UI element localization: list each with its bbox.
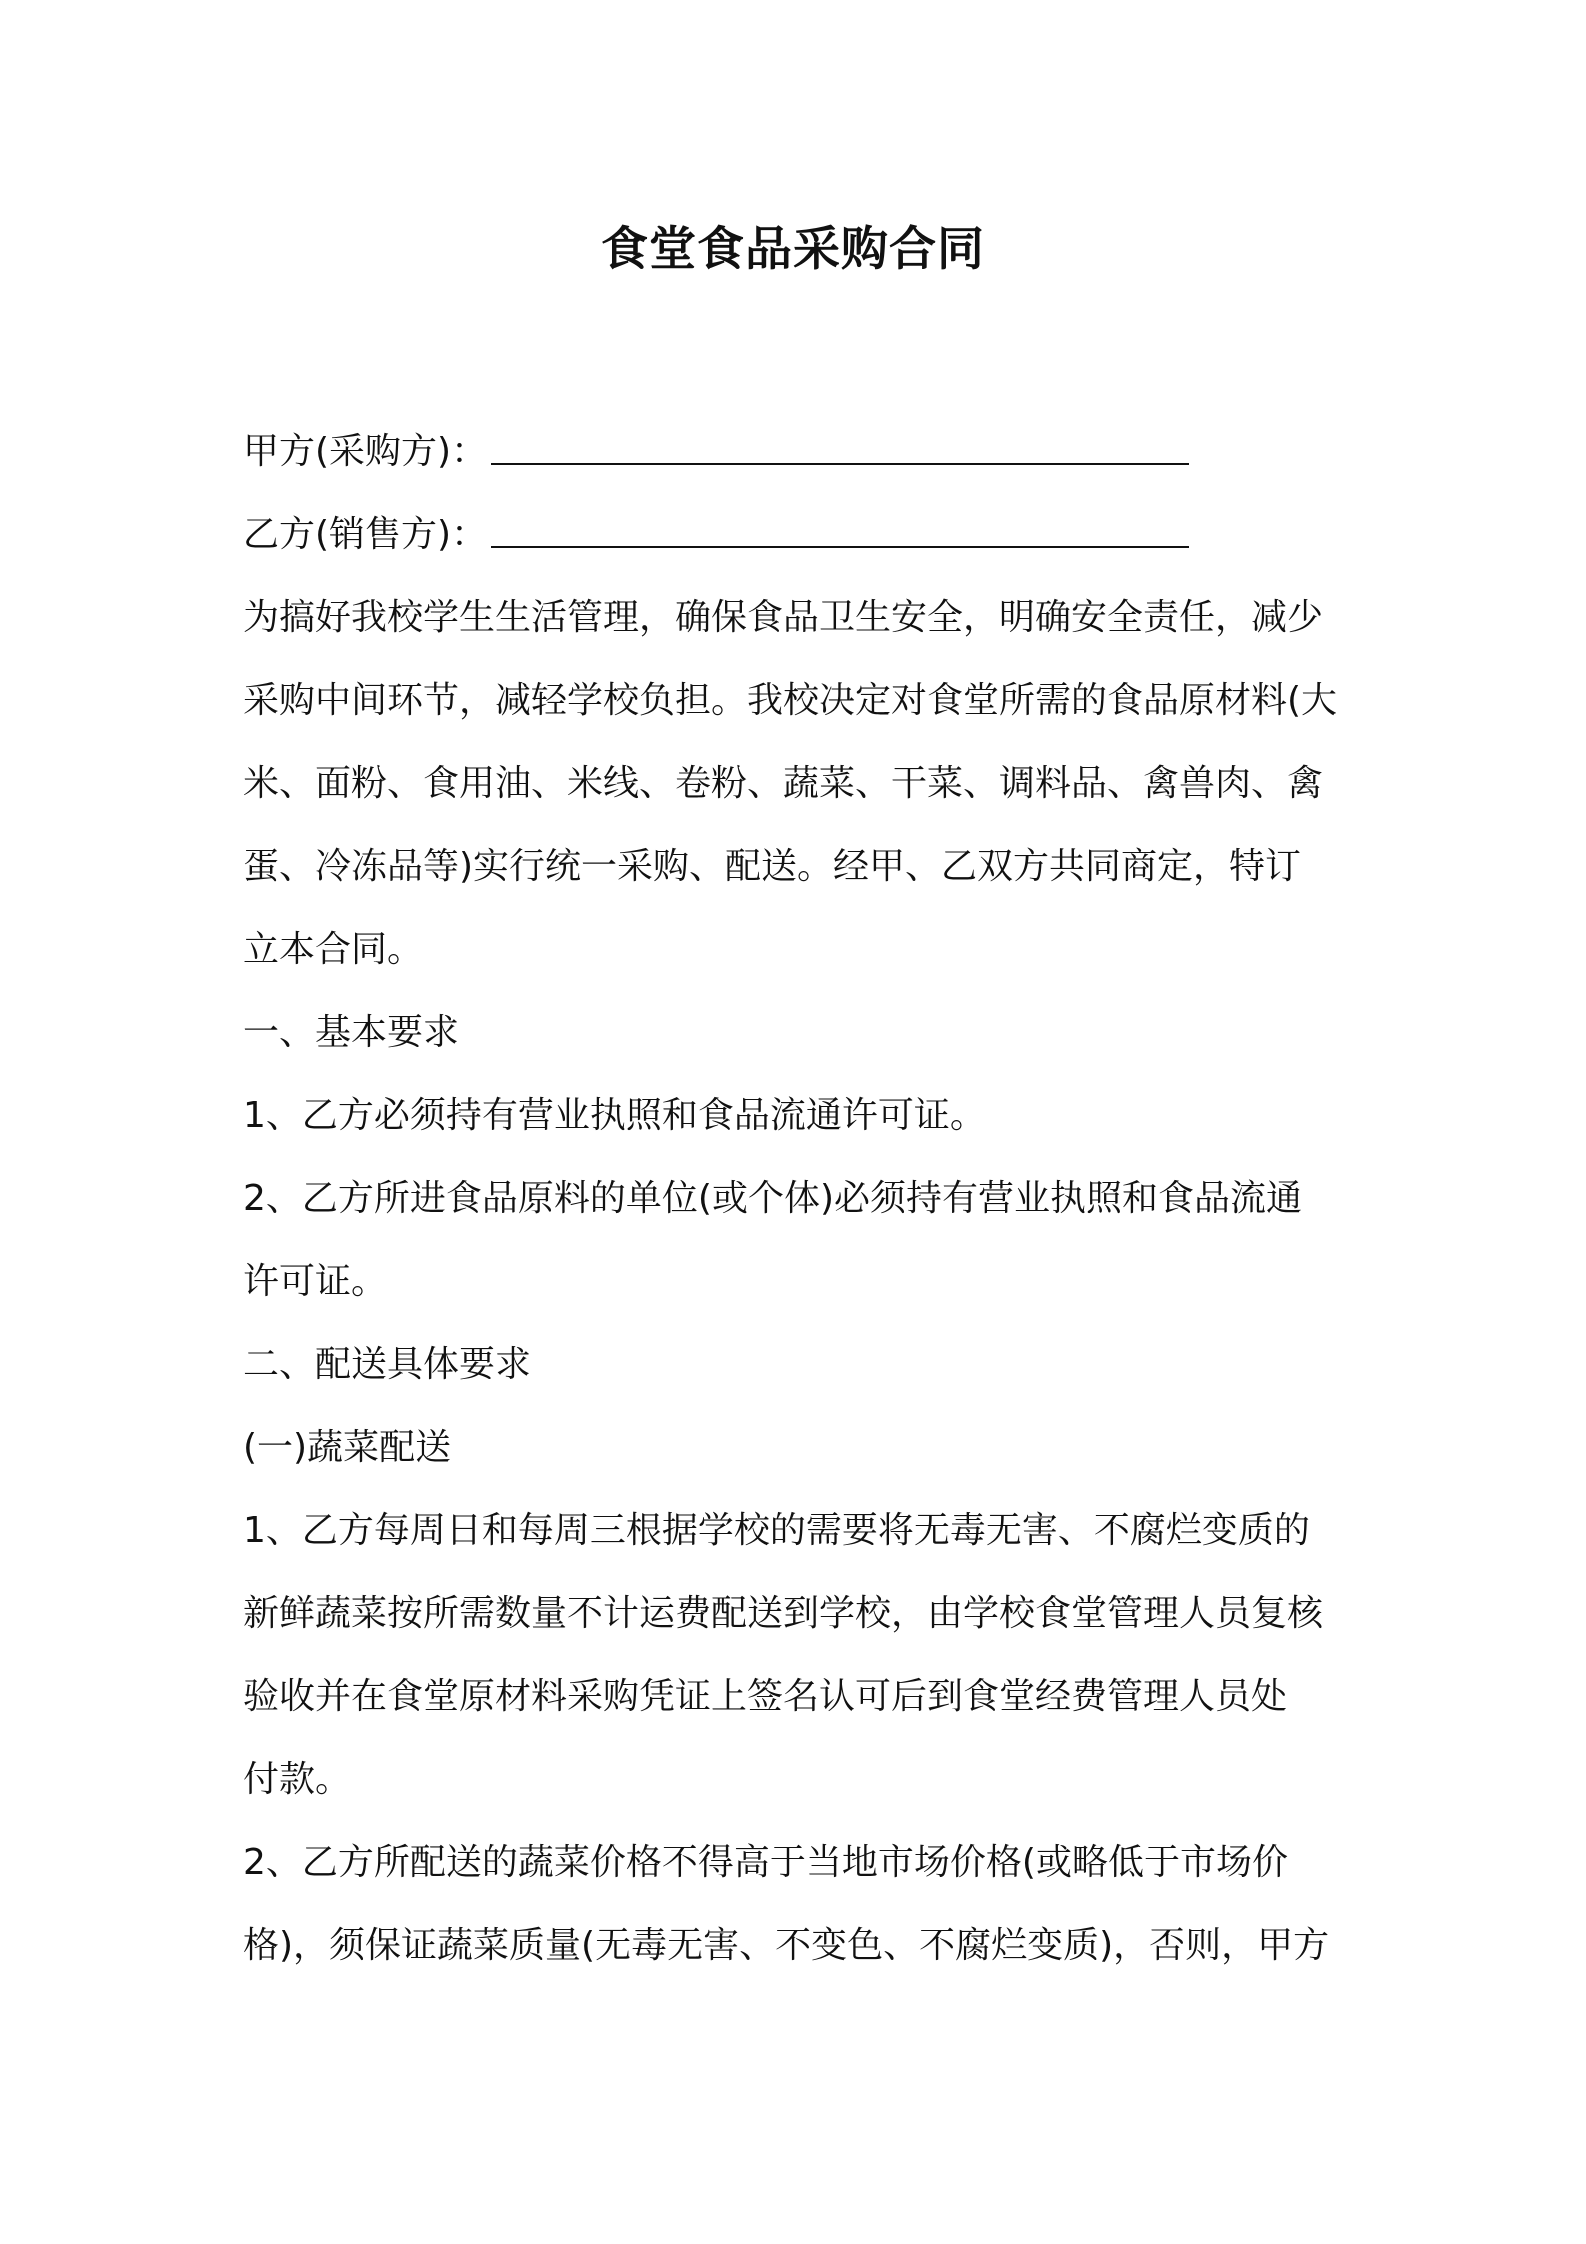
- section2-subheading: (一)蔬菜配送: [243, 1427, 452, 1468]
- party-b-label: 乙方(销售方)：: [243, 514, 488, 555]
- party-a-line: [243, 410, 1358, 493]
- intro-line: 米、面粉、食用油、米线、卷粉、蔬菜、干菜、调料品、禽兽肉、禽: [243, 763, 1324, 804]
- section2-item1-line: 验收并在食堂原材料采购凭证上签名认可后到食堂经费管理人员处: [243, 1676, 1288, 1717]
- section1-item2-line: 2、乙方所进食品原料的单位(或个体)必须持有营业执照和食品流通: [243, 1178, 1302, 1219]
- document-body: [243, 410, 1358, 1987]
- intro-line: 蛋、冷冻品等)实行统一采购、配送。经甲、乙双方共同商定，特订: [243, 846, 1302, 887]
- intro-line: 立本合同。: [243, 929, 424, 970]
- party-a-label: 甲方(采购方)：: [243, 431, 488, 472]
- section2-item2-line: 2、乙方所配送的蔬菜价格不得高于当地市场价格(或略低于市场价: [243, 1842, 1288, 1883]
- document-title: 食堂食品采购合同: [601, 222, 985, 277]
- party-a-blank: [491, 463, 1189, 465]
- section2-item1-line: 付款。: [243, 1759, 352, 1800]
- section1-item2-line: 许可证。: [243, 1261, 388, 1302]
- section2-heading: 二、配送具体要求: [243, 1344, 532, 1385]
- intro-line: 采购中间环节，减轻学校负担。我校决定对食堂所需的食品原材料(大: [243, 680, 1338, 721]
- party-b-blank: [491, 546, 1189, 548]
- intro-line: 为搞好我校学生生活管理，确保食品卫生安全，明确安全责任，减少: [243, 597, 1324, 638]
- section2-item1-line: 1、乙方每周日和每周三根据学校的需要将无毒无害、不腐烂变质的: [243, 1510, 1310, 1551]
- party-b-line: [243, 493, 1358, 576]
- section1-item1: 1、乙方必须持有营业执照和食品流通许可证。: [243, 1095, 986, 1136]
- section2-item1-line: 新鲜蔬菜按所需数量不计运费配送到学校，由学校食堂管理人员复核: [243, 1593, 1324, 1634]
- section1-heading: 一、基本要求: [243, 1012, 460, 1053]
- section2-item2-line: 格)，须保证蔬菜质量(无毒无害、不变色、不腐烂变质)，否则，甲方: [243, 1925, 1330, 1966]
